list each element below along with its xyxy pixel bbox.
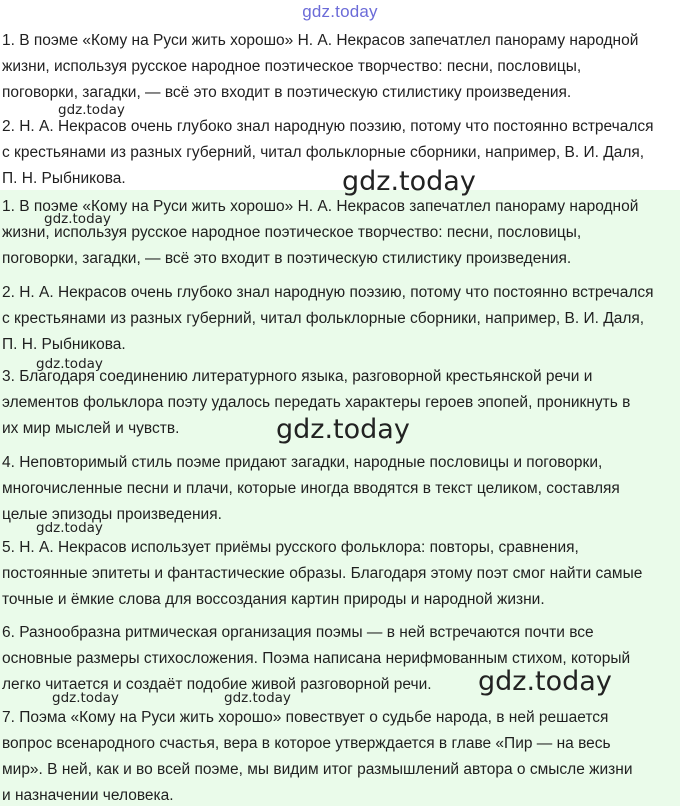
plain-paragraph-1: 1. В поэме «Кому на Руси жить хорошо» Н. А. Некрасов запечатлел панораму народной жизни, используя русское народное поэтическое творчество: песни, пословицы, поговорки, загадки, — всё это входит в поэтическую стилистику произведения. (2, 32, 639, 101)
green-paragraph-2: 2. Н. А. Некрасов очень глубоко знал народную поэзию, потому что постоянно встречался с крестьянами из разных губерний, читал фольклорные сборники, например, В. И. Даля, П. Н. Рыбникова. (2, 284, 654, 353)
watermark-small: gdz.today (44, 211, 111, 227)
watermark-small: gdz.today (224, 690, 291, 706)
watermark-small: gdz.today (36, 520, 103, 536)
watermark-small: gdz.today (52, 690, 119, 706)
green-paragraph-7: 7. Поэма «Кому на Руси жить хорошо» повествует о судьбе народа, в ней решается вопрос всенародного счастья, вера в которое утверждается в главе «Пир — на весь мир». В ней, как и во всей поэме, мы видим итог размышлений автора о смысле жизни и назначении человека. (2, 709, 633, 804)
green-paragraph-3: 3. Благодаря соединению литературного языка, разговорной крестьянской речи и элементов фольклора поэту удалось передать характеры героев эпопей, проникнуть в их мир мыслей и чувств. (2, 368, 631, 437)
top-watermark: gdz.today (302, 2, 378, 21)
plain-paragraph-2: 2. Н. А. Некрасов очень глубоко знал народную поэзию, потому что постоянно встречался с крестьянами из разных губерний, читал фольклорные сборники, например, В. И. Даля, П. Н. Рыбникова. (2, 118, 654, 187)
green-paragraph-6: 6. Разнообразна ритмическая организация поэмы — в ней встречаются почти все основные размеры стихосложения. Поэма написана нерифмованным стихом, который легко читается и создаёт подобие живой разговорной речи. (2, 624, 631, 693)
watermark-small: gdz.today (36, 356, 103, 372)
green-paragraph-5: 5. Н. А. Некрасов использует приёмы русского фольклора: повторы, сравнения, постоянные эпитеты и фантастические образы. Благодаря этому поэт смог найти самые точные и ёмкие слова для воссоздания картин природы и народной жизни. (2, 539, 643, 608)
green-paragraph-4: 4. Неповторимый стиль поэме придают загадки, народные пословицы и поговорки, многочисленные песни и плачи, которые иногда вводятся в текст целиком, составляя целые эпизоды произведения. (2, 454, 620, 523)
watermark-small: gdz.today (58, 102, 125, 118)
watermark-large: gdz.today (276, 414, 410, 445)
watermark-large: gdz.today (478, 666, 612, 697)
green-paragraph-1: 1. В поэме «Кому на Руси жить хорошо» Н. А. Некрасов запечатлел панораму народной жизни, используя русское народное поэтическое творчество: песни, пословицы, поговорки, загадки, — всё это входит в поэтическую стилистику произведения. (2, 198, 639, 267)
watermark-large: gdz.today (342, 166, 476, 197)
